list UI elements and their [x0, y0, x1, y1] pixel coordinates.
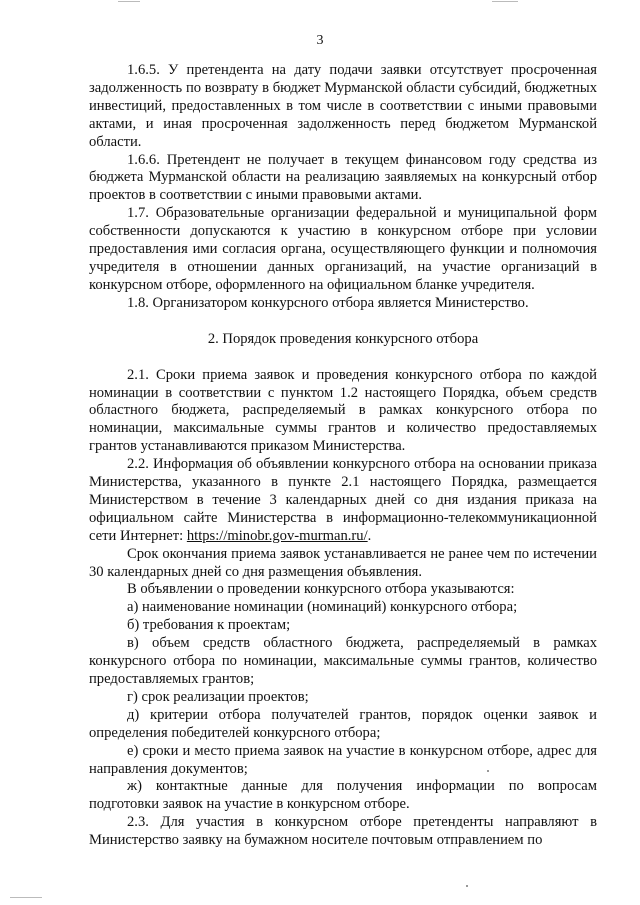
- section-heading: 2. Порядок проведения конкурсного отбора: [207, 330, 479, 347]
- scan-speck: [487, 770, 489, 772]
- scan-edge-mark: [10, 897, 42, 898]
- announcement-item-g: г) срок реализации проектов;: [127, 688, 309, 705]
- announcement-item-d: д) критерии отбора получателей грантов, порядок оценки заявок и определения победителей конкурсного отбора;: [89, 706, 597, 741]
- announcement-item-zh: ж) контактные данные для получения информации по вопросам подготовки заявок на участие в конкурсном отборе.: [89, 778, 597, 813]
- announcement-item-a: а) наименование номинации (номинаций) конкурсного отбора;: [127, 599, 518, 616]
- announcement-intro: В объявлении о проведении конкурсного отбора указываются:: [127, 581, 515, 598]
- ministry-website-link[interactable]: https://minobr.gov-murman.ru/: [186, 527, 368, 544]
- paragraph-2-1: 2.1. Сроки приема заявок и проведения конкурсного отбора по каждой номинации в соответствии с пунктом 1.2 настоящего Порядка, объем средств областного бюджета, распределяемый в рамках конкурсного отбора по номинации, максимальные суммы грантов и количество предоставляемых грантов устанавливаются приказом Министерства.: [89, 366, 597, 455]
- paragraph-1-6-5: 1.6.5. У претендента на дату подачи заявки отсутствует просроченная задолженность по возврату в бюджет Мурманской области субсидий, бюджетных инвестиций, предоставленных в том числе в соответствии с иными правовыми актами, и иная просроченная задолженность перед бюджетом Мурманской области.: [89, 62, 597, 150]
- paragraph-2-2-text: 2.2. Информация об объявлении конкурсного отбора на основании приказа Министерства, указанного в пункте 2.1 настоящего Порядка, размещается Министерством в течение 3 календарных дней со дня издания приказа на официальном сайте Министерства в информационно-телекоммуникационной сети Интернет:: [89, 456, 597, 544]
- document-body: [89, 62, 597, 850]
- paragraph-2-3: 2.3. Для участия в конкурсном отборе претенденты направляют в Министерство заявку на бумажном носителе почтовым отправлением по: [89, 814, 597, 849]
- page-number: 3: [316, 33, 324, 48]
- paragraph-1-6-6: 1.6.6. Претендент не получает в текущем финансовом году средства из бюджета Мурманской области на реализацию заявляемых на конкурсный отбор проектов в соответствии с иными правовыми актами.: [89, 151, 597, 204]
- scan-speck: [466, 885, 468, 887]
- paragraph-1-8: 1.8. Организатором конкурсного отбора является Министерство.: [127, 294, 529, 311]
- scan-edge-mark: [118, 1, 140, 2]
- announcement-item-e: е) сроки и место приема заявок на участие в конкурсном отборе, адрес для направления документов;: [89, 742, 597, 777]
- paragraph-2-2-end: .: [367, 527, 372, 544]
- announcement-item-v: в) объем средств областного бюджета, распределяемый в рамках конкурсного отбора по номинации, максимальные суммы грантов, количество предоставляемых грантов;: [89, 635, 597, 687]
- deadline-paragraph: Срок окончания приема заявок устанавливается не ранее чем по истечении 30 календарных дней со дня размещения объявления.: [89, 545, 597, 580]
- scan-edge-mark: [492, 1, 518, 2]
- announcement-item-b: б) требования к проектам;: [127, 617, 291, 634]
- paragraph-1-7: 1.7. Образовательные организации федеральной и муниципальной форм собственности допускаются к участию в конкурсном отборе при условии предоставления ими согласия органа, осуществляющего функции и полномочия учредителя в отношении данных организаций, на участие организаций в конкурсном отборе, оформленного на официальном бланке учредителя.: [89, 205, 597, 293]
- paragraph-2-2: [89, 456, 597, 546]
